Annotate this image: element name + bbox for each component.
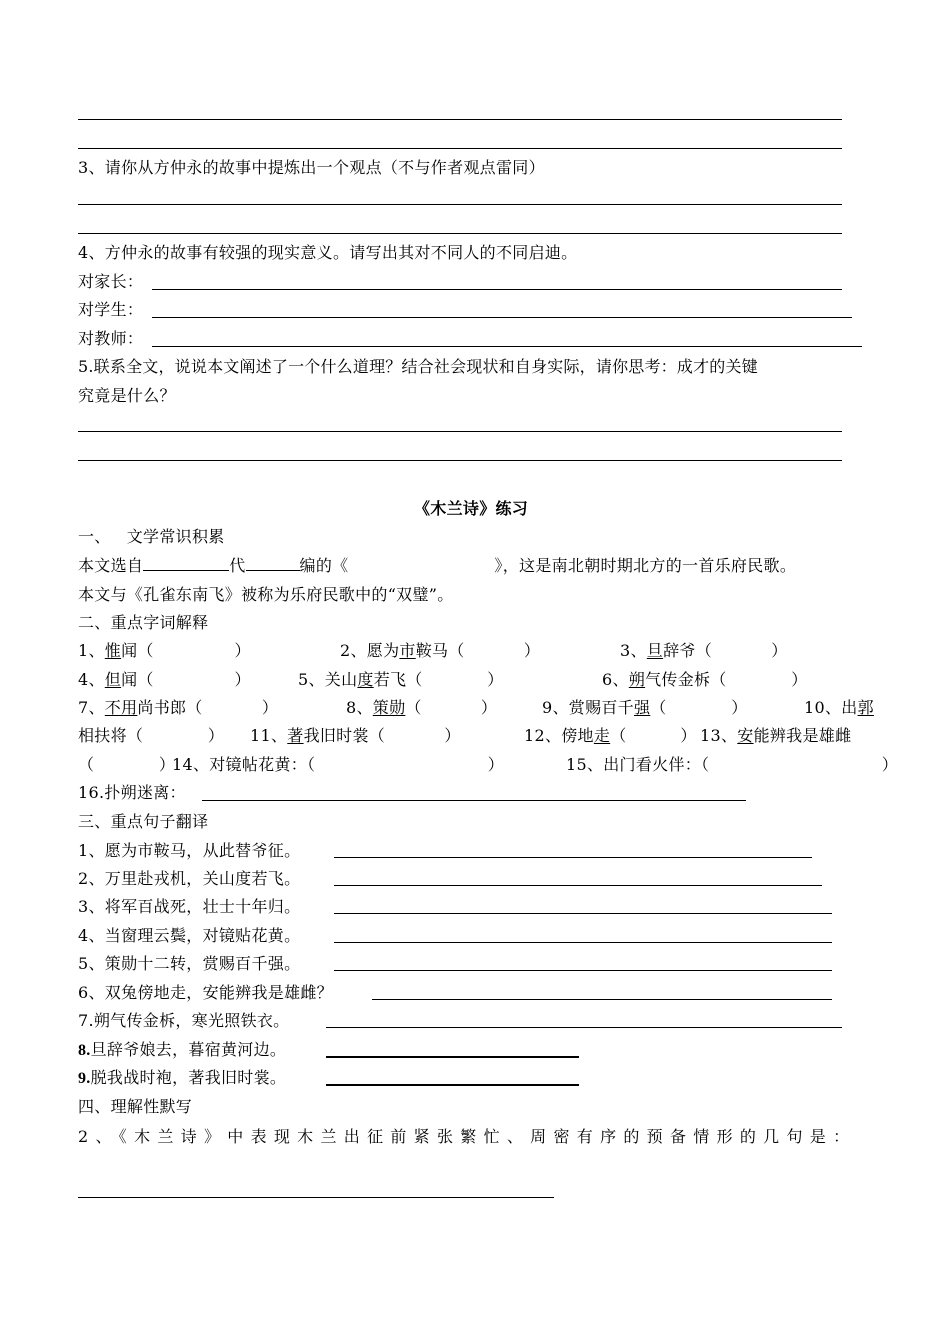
question-3: 3、请你从方仲永的故事中提炼出一个观点（不与作者观点雷同） <box>78 158 545 177</box>
sentence-9: 9.脱我战时袍，著我旧时裳。 <box>78 1068 287 1087</box>
section-1-heading: 一、 文学常识积累 <box>78 527 225 546</box>
word-item-7: 7、不用尚书郎（ ） <box>78 698 279 717</box>
word-item-13-cont: （ ） <box>78 755 176 774</box>
answer-line-parent[interactable] <box>152 289 842 290</box>
sentence-5: 5、策勋十二转，赏赐百千强。 <box>78 954 301 973</box>
answer-line <box>78 460 842 461</box>
section-3-heading: 三、重点句子翻译 <box>78 812 209 831</box>
translation-line-5[interactable] <box>334 970 832 971</box>
answer-line <box>78 233 842 234</box>
text: 》，这是南北朝时期北方的一首乐府民歌。 <box>494 556 797 575</box>
translation-line-4[interactable] <box>334 942 832 943</box>
word-item-1: 1、惟闻（ ） <box>78 641 251 660</box>
lit-knowledge-line1 <box>78 556 796 576</box>
word-item-14: 14、对镜帖花黄：（ ） <box>172 755 505 774</box>
text: 代 <box>229 556 246 575</box>
sentence-4: 4、当窗理云鬓，对镜贴花黄。 <box>78 926 301 945</box>
word-item-10-cont: 相扶将（ ） <box>78 726 225 745</box>
word-item-11: 11、著我旧时裳（ ） <box>250 726 461 745</box>
answer-line <box>78 148 842 149</box>
word-item-4: 4、但闻（ ） <box>78 670 251 689</box>
lit-knowledge-line2: 本文与《孔雀东南飞》被称为乐府民歌中的“双璧”。 <box>78 585 454 604</box>
blank-editor[interactable] <box>246 556 300 571</box>
sentence-7: 7.朔气传金柝，寒光照铁衣。 <box>78 1011 290 1030</box>
translation-line-6[interactable] <box>372 999 832 1000</box>
text: 编的《 <box>299 556 349 575</box>
answer-line <box>78 431 842 432</box>
question-4: 4、方仲永的故事有较强的现实意义。请写出其对不同人的不同启迪。 <box>78 243 578 262</box>
answer-line-student[interactable] <box>152 317 852 318</box>
word-item-10: 10、出郭 <box>804 698 874 717</box>
label-teacher: 对教师： <box>78 329 144 348</box>
translation-line-7[interactable] <box>326 1027 842 1028</box>
word-item-15: 15、出门看火伴：（ ） <box>566 755 899 774</box>
translation-line-2[interactable] <box>334 885 822 886</box>
answer-line <box>78 204 842 205</box>
word-item-13: 13、安能辨我是雄雌 <box>700 726 852 745</box>
answer-line <box>78 119 842 120</box>
word-item-9: 9、赏赐百千强（ ） <box>542 698 748 717</box>
translation-line-1[interactable] <box>334 857 812 858</box>
word-item-2: 2、愿为市鞍马（ ） <box>340 641 541 660</box>
dictation-answer-line[interactable] <box>78 1197 554 1198</box>
answer-line-16[interactable] <box>202 800 746 801</box>
sentence-2: 2、万里赴戎机，关山度若飞。 <box>78 869 301 888</box>
translation-line-8[interactable] <box>326 1056 579 1058</box>
section-4-heading: 四、理解性默写 <box>78 1097 193 1116</box>
word-item-12: 12、傍地走（ ） <box>524 726 697 745</box>
sentence-1: 1、愿为市鞍马，从此替爷征。 <box>78 841 301 860</box>
label-student: 对学生： <box>78 300 144 319</box>
word-item-3: 3、旦辞爷（ ） <box>620 641 788 660</box>
section-2-heading: 二、重点字词解释 <box>78 613 209 632</box>
sentence-3: 3、将军百战死，壮士十年归。 <box>78 897 301 916</box>
translation-line-3[interactable] <box>334 913 832 914</box>
word-item-8: 8、策勋（ ） <box>346 698 498 717</box>
word-item-6: 6、朔气传金柝（ ） <box>602 670 808 689</box>
text: 本文选自 <box>78 556 144 575</box>
page-title: 《木兰诗》练习 <box>414 499 529 518</box>
answer-line-teacher[interactable] <box>152 346 862 347</box>
sentence-8: 8.旦辞爷娘去，暮宿黄河边。 <box>78 1040 287 1059</box>
word-item-5: 5、关山度若飞（ ） <box>298 670 504 689</box>
translation-line-9[interactable] <box>326 1084 579 1086</box>
word-item-16: 16.扑朔迷离： <box>78 783 186 802</box>
sentence-6: 6、双兔傍地走，安能辨我是雄雌？ <box>78 983 333 1002</box>
question-5-line1: 5.联系全文，说说本文阐述了一个什么道理？结合社会现状和自身实际，请你思考：成才的关键 <box>78 357 758 376</box>
blank-dynasty[interactable] <box>143 556 229 571</box>
dictation-question: 2、《木兰诗》中表现木兰出征前紧张繁忙、周密有序的预备情形的几句是： <box>78 1127 857 1146</box>
label-parent: 对家长： <box>78 272 144 291</box>
question-5-line2: 究竟是什么？ <box>78 386 176 405</box>
